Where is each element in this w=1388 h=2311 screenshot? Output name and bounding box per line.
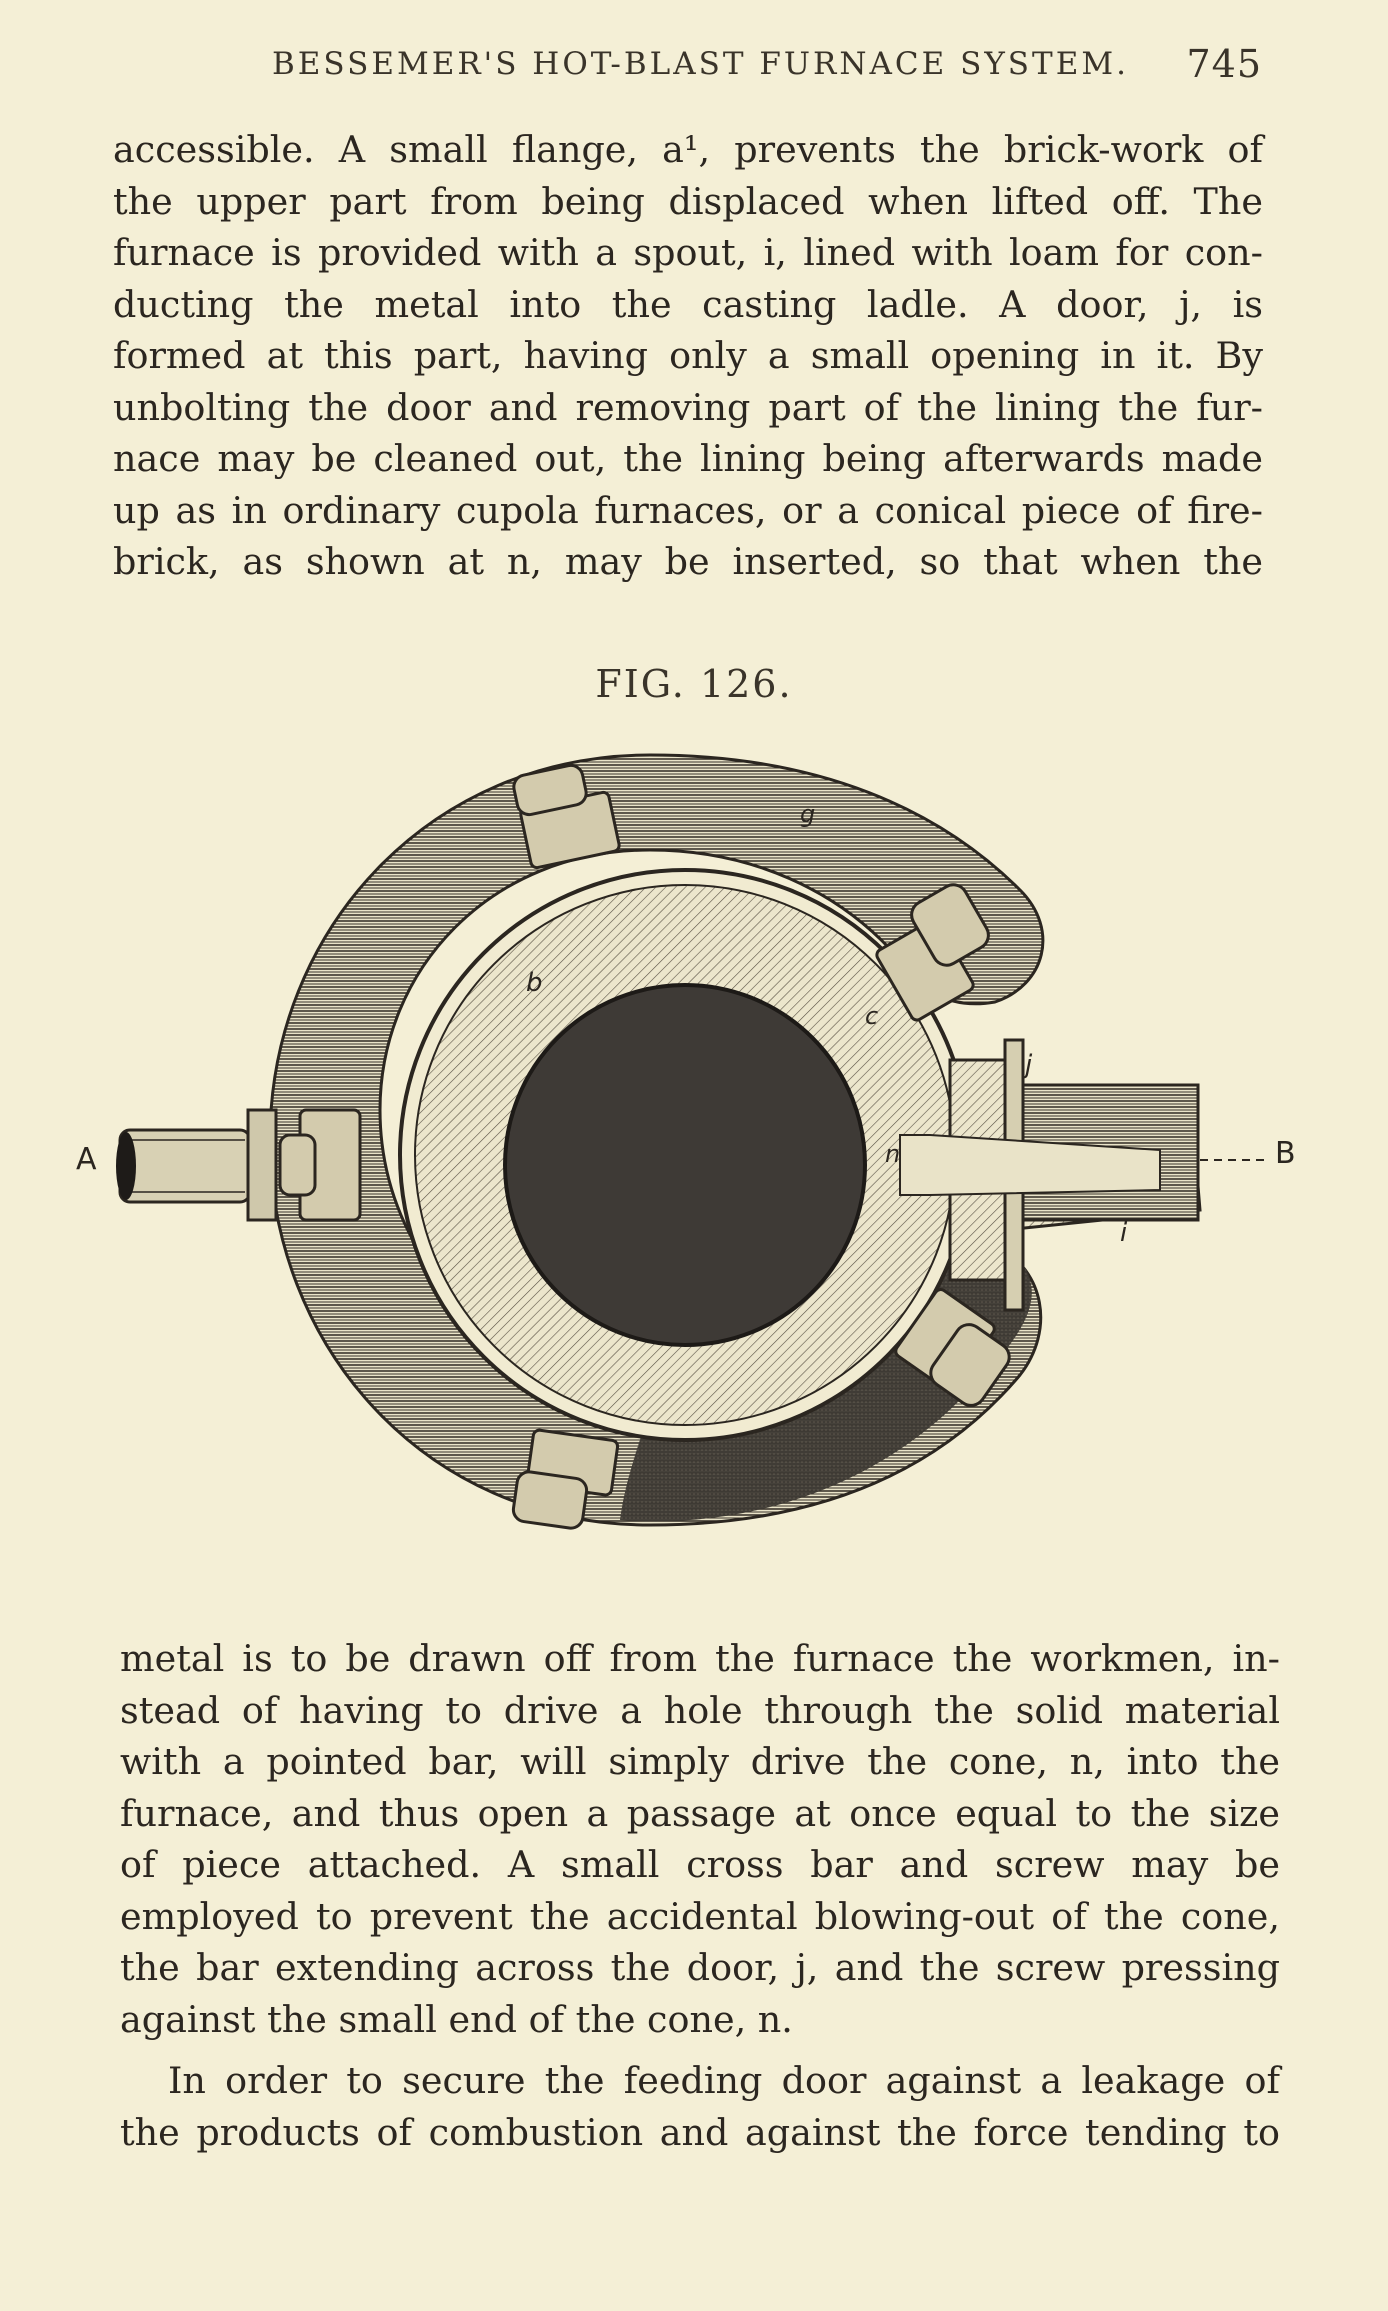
label-g: g xyxy=(800,800,816,828)
spout-and-door xyxy=(900,1040,1265,1310)
furnace-engraving xyxy=(60,740,1340,1590)
running-head xyxy=(272,42,1262,92)
running-title: BESSEMER'S HOT-BLAST FURNACE SYSTEM. xyxy=(272,46,1129,82)
text-line: with a pointed bar, will simply drive the cone, n, into the xyxy=(120,1740,1280,1783)
text-line: the upper part from being displaced when lifted off. The xyxy=(113,179,1263,223)
label-b-lining: b xyxy=(526,968,543,998)
text-line: of piece attached. A small cross bar and screw may be xyxy=(120,1843,1280,1886)
text-line: In order to secure the feeding door against a leakage of xyxy=(168,2059,1280,2102)
text-line: nace may be cleaned out, the lining being afterwards made xyxy=(113,437,1263,480)
tuyere-nozzle xyxy=(116,1110,276,1220)
text-line: ducting the metal into the casting ladle. A door, j, is xyxy=(113,282,1263,326)
text-line: formed at this part, having only a small opening in it. By xyxy=(113,334,1263,377)
paragraph-2 xyxy=(120,1633,1280,2045)
page-number: 745 xyxy=(1186,42,1262,86)
label-j: j xyxy=(1025,1050,1033,1080)
text-line: stead of having to drive a hole through the solid material xyxy=(120,1688,1280,1732)
label-n: n xyxy=(885,1140,901,1168)
label-b: B xyxy=(1275,1136,1296,1171)
text-line: up as in ordinary cupola furnaces, or a conical piece of fire- xyxy=(113,488,1263,532)
text-line: unbolting the door and removing part of the lining the fur- xyxy=(113,385,1263,429)
paragraph-1 xyxy=(113,124,1263,588)
text-line: against the small end of the cone, n. xyxy=(120,1997,793,2041)
text-line: metal is to be drawn off from the furnace the workmen, in- xyxy=(120,1637,1280,1680)
label-a: A xyxy=(76,1142,97,1177)
furnace-section-figure xyxy=(60,740,1340,1590)
label-i: i xyxy=(1120,1218,1128,1248)
text-line: accessible. A small flange, a¹, prevents the brick-work of xyxy=(113,128,1263,171)
text-line: brick, as shown at n, may be inserted, so that when the xyxy=(113,540,1263,583)
text-line: the bar extending across the door, j, and the screw pressing xyxy=(120,1946,1280,1989)
text-line: furnace is provided with a spout, i, lined with loam for con- xyxy=(113,231,1263,274)
label-c: c xyxy=(865,1002,879,1030)
paragraph-3 xyxy=(120,2055,1280,2158)
text-line: furnace, and thus open a passage at once equal to the size xyxy=(120,1791,1280,1835)
text-line: the products of combustion and against the force tending to xyxy=(120,2110,1280,2154)
text-line: employed to prevent the accidental blowing-out of the cone, xyxy=(120,1894,1280,1938)
figure-caption: FIG. 126. xyxy=(595,662,793,706)
